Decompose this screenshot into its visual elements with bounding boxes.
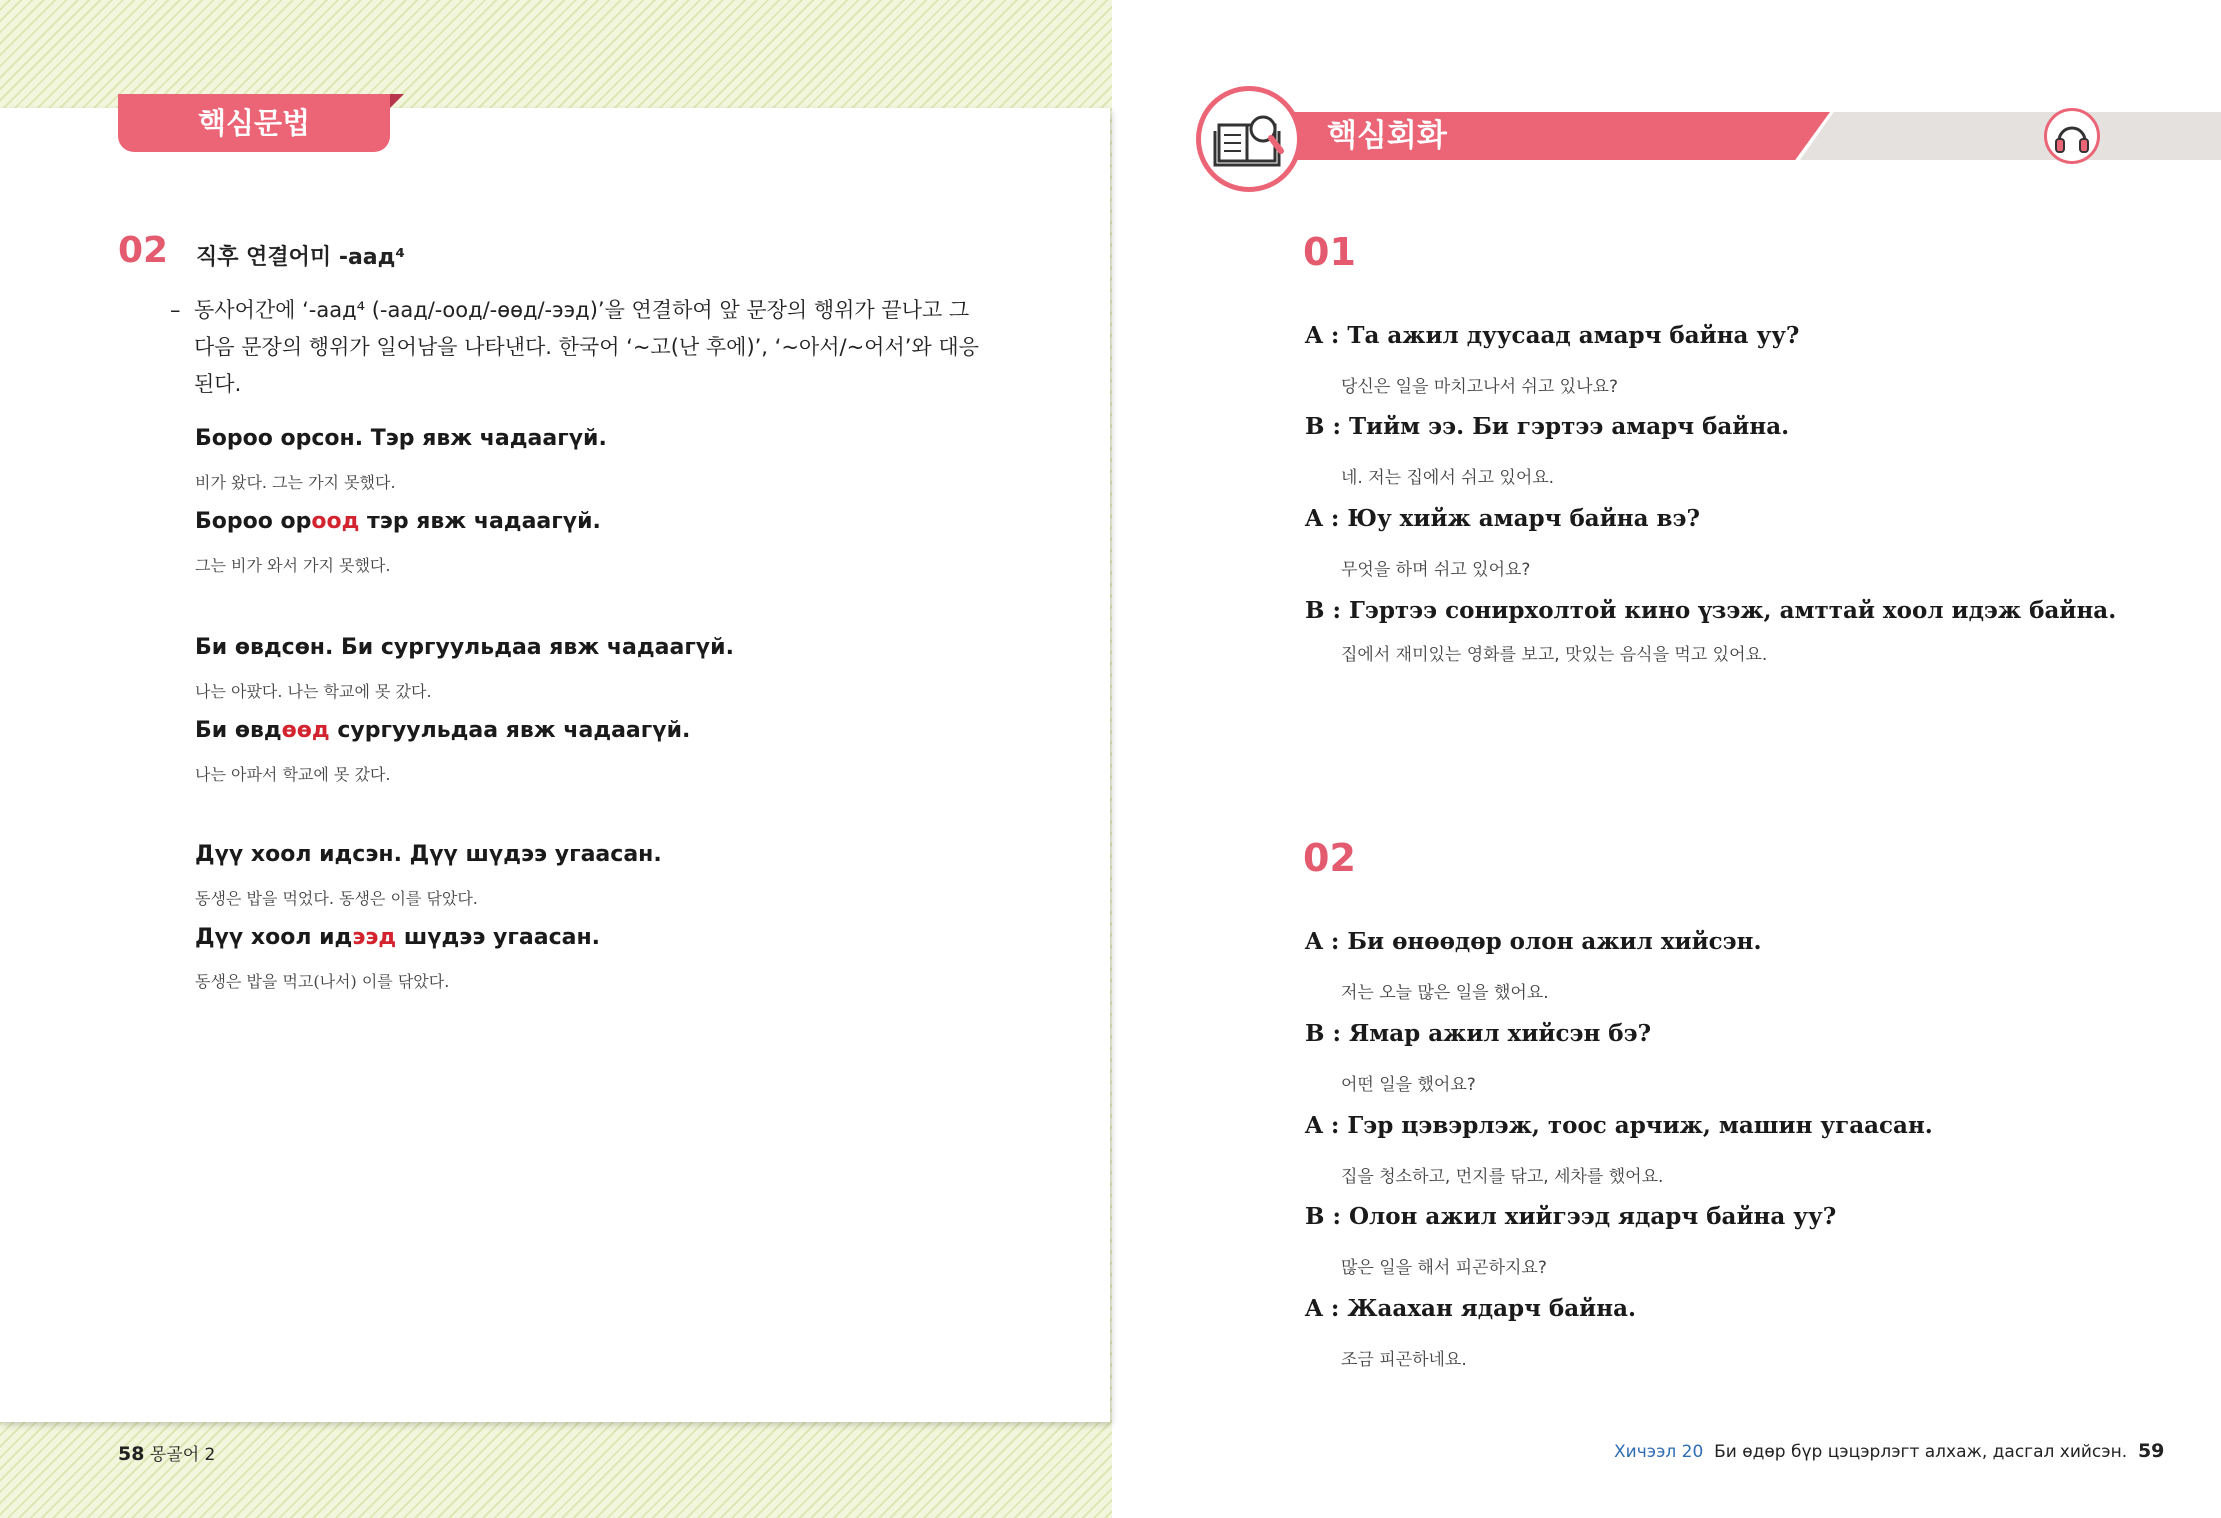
example-mn-4: Би өвдөөд сургуульдаа явж чадаагүй. xyxy=(195,718,691,743)
desc-line-1: 동사어간에 ‘-аад⁴ (-аад/-оод/-өөд/-ээд)’을 연결하여 앞 문장의 행위가 끝나고 그 xyxy=(194,298,970,322)
ending-highlight: ээд xyxy=(352,925,397,950)
dialog2-translation-5: 조금 피곤하네요. xyxy=(1341,1350,1467,1370)
lesson-title: Би өдөр бүр цэцэрлэгт алхаж, дасгал хийсэн. xyxy=(1714,1442,2128,1462)
grammar-title: 직후 연결어미 -аад⁴ xyxy=(196,245,406,270)
banner-gray-stripe xyxy=(1800,112,2221,160)
example-kr-4: 나는 아파서 학교에 못 갔다. xyxy=(195,765,391,784)
lesson-label: Хичээл 20 xyxy=(1614,1442,1704,1462)
ending-highlight: оод xyxy=(311,509,360,534)
page-number-left: 58 xyxy=(118,1443,145,1465)
example-kr-6: 동생은 밥을 먹고(나서) 이를 닦았다. xyxy=(195,972,450,991)
example-kr-3: 나는 아팠다. 나는 학교에 못 갔다. xyxy=(195,682,432,701)
desc-line-3: 된다. xyxy=(194,372,242,396)
dialog1-translation-1: 당신은 일을 마치고나서 쉬고 있나요? xyxy=(1341,377,1618,397)
dialog2-line-5: A : Жаахан ядарч байна. xyxy=(1305,1295,1636,1322)
dialog1-line-2: B : Тийм ээ. Би гэртээ амарч байна. xyxy=(1305,413,1790,440)
dialog2-line-4: B : Олон ажил хийгээд ядарч байна уу? xyxy=(1305,1203,1837,1230)
book-magnifier-icon xyxy=(1196,86,1302,192)
dialog2-translation-3: 집을 청소하고, 먼지를 닦고, 세차를 했어요. xyxy=(1341,1167,1664,1187)
dialog2-translation-4: 많은 일을 해서 피곤하지요? xyxy=(1341,1258,1547,1278)
example-mn-3: Би өвдсөн. Би сургуульдаа явж чадаагүй. xyxy=(195,635,734,660)
example-mn-1: Бороо орсон. Тэр явж чадаагүй. xyxy=(195,426,607,451)
dialog2-translation-1: 저는 오늘 많은 일을 했어요. xyxy=(1341,983,1549,1003)
dialog-number-2: 02 xyxy=(1303,836,1356,880)
tab-fold xyxy=(390,94,404,108)
dialog1-translation-3: 무엇을 하며 쉬고 있어요? xyxy=(1341,560,1531,580)
grammar-description: – 동사어간에 ‘-аад⁴ (-аад/-оод/-өөд/-ээд)’을 연결하여 앞 문장의 행위가 끝나고 그 다음 문장의 행위가 일어남을 나타낸다. 한국어 ‘~고(난 후에)’, ‘~아서/~어서’와 대응 된다. xyxy=(170,292,1000,403)
right-footer xyxy=(1614,1440,2164,1462)
dialog2-line-2: B : Ямар ажил хийсэн бэ? xyxy=(1305,1020,1652,1047)
example-mn-2: Бороо ороод тэр явж чадаагүй. xyxy=(195,509,601,534)
dialog1-line-1: A : Та ажил дуусаад амарч байна уу? xyxy=(1305,322,1800,349)
dialog2-translation-2: 어떤 일을 했어요? xyxy=(1341,1075,1476,1095)
ending-highlight: өөд xyxy=(281,718,330,743)
example-kr-2: 그는 비가 와서 가지 못했다. xyxy=(195,556,391,575)
left-footer xyxy=(118,1440,215,1465)
dialog1-translation-4: 집에서 재미있는 영화를 보고, 맛있는 음식을 먹고 있어요. xyxy=(1341,645,1768,665)
dialog1-line-4: B : Гэртээ сонирхолтой кино үзэж, амттай хоол идэж байна. xyxy=(1305,597,2117,624)
section-tab-grammar: 핵심문법 xyxy=(118,94,390,152)
book-title: 몽골어 2 xyxy=(149,1445,216,1465)
conversation-title: 핵심회화 xyxy=(1327,118,1447,154)
dialog-number-1: 01 xyxy=(1303,230,1356,274)
example-mn-5: Дүү хоол идсэн. Дүү шүдээ угаасан. xyxy=(195,842,662,867)
dialog2-line-3: A : Гэр цэвэрлэж, тоос арчиж, машин угаасан. xyxy=(1305,1112,1933,1139)
page-number-right: 59 xyxy=(2137,1440,2165,1462)
headphones-icon[interactable] xyxy=(2044,108,2100,164)
example-mn-6: Дүү хоол идээд шүдээ угаасан. xyxy=(195,925,601,950)
example-kr-1: 비가 왔다. 그는 가지 못했다. xyxy=(195,473,396,492)
dialog1-translation-2: 네. 저는 집에서 쉬고 있어요. xyxy=(1341,468,1555,488)
desc-line-2: 다음 문장의 행위가 일어남을 나타낸다. 한국어 ‘~고(난 후에)’, ‘~아서/~어서’와 대응 xyxy=(194,335,979,359)
dialog2-line-1: A : Би өнөөдөр олон ажил хийсэн. xyxy=(1305,928,1762,955)
grammar-number: 02 xyxy=(118,230,169,271)
example-kr-5: 동생은 밥을 먹었다. 동생은 이를 닦았다. xyxy=(195,889,478,908)
dialog1-line-3: A : Юу хийж амарч байна вэ? xyxy=(1305,505,1700,532)
